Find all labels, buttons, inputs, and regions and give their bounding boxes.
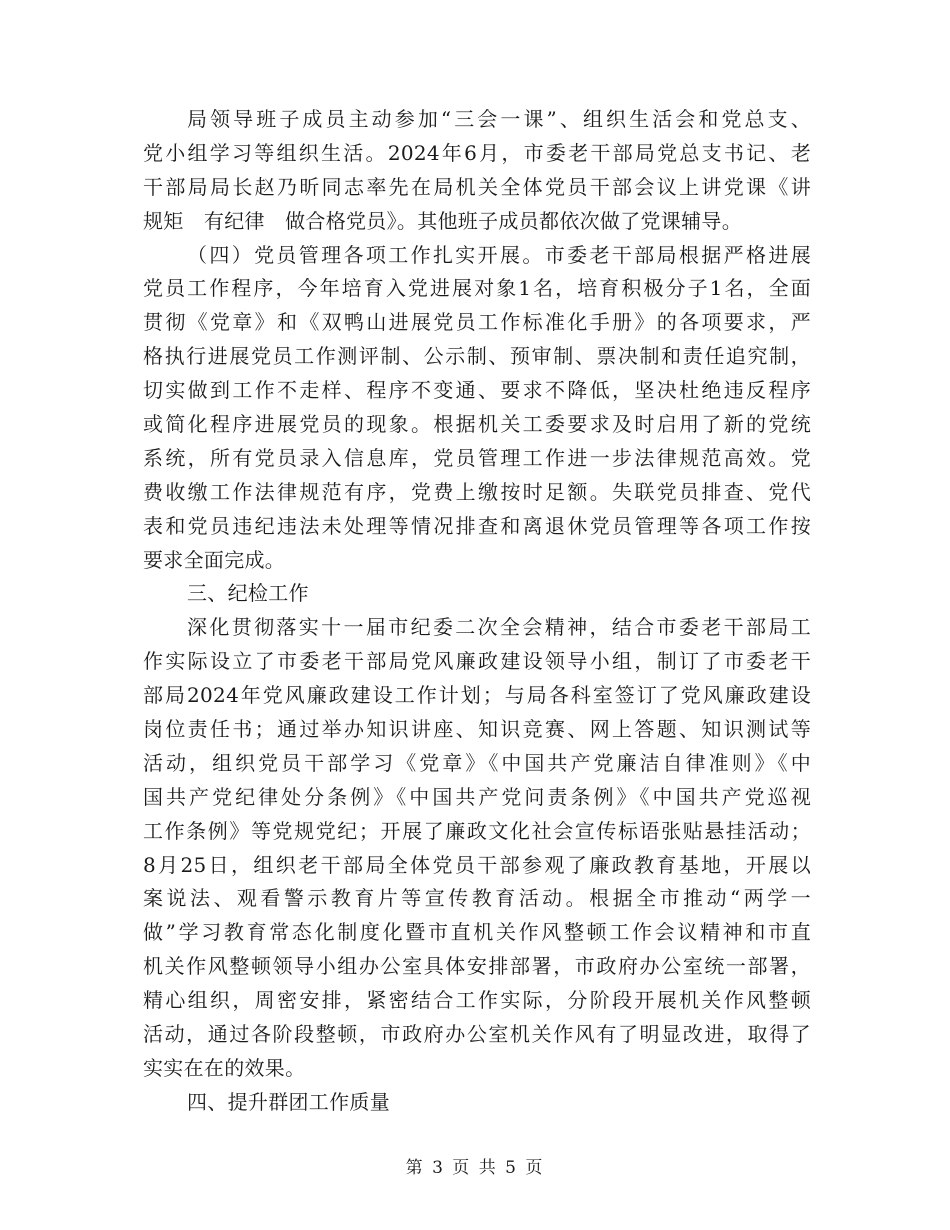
- text-line: 格执行进展党员工作测评制、公示制、预审制、票决制和责任追究制，: [143, 344, 811, 369]
- text-line: 实实在在的效果。: [143, 1055, 306, 1080]
- text-line: 三、纪检工作: [187, 581, 309, 606]
- text-line: 案说法、观看警示教育片等宣传教育活动。根据全市推动“两学一: [143, 886, 811, 911]
- text-line: 费收缴工作法律规范有序，党费上缴按时足额。失联党员排查、党代: [143, 479, 811, 504]
- text-line: 系统，所有党员录入信息库，党员管理工作进一步法律规范高效。党: [143, 445, 811, 470]
- text-line: 部局2024年党风廉政建设工作计划；与局各科室签订了党风廉政建设: [143, 683, 811, 708]
- document-body: [143, 103, 811, 1120]
- text-line: 精心组织，周密安排，紧密结合工作实际，分阶段开展机关作风整顿: [143, 988, 811, 1013]
- text-line: 做”学习教育常态化制度化暨市直机关作风整顿工作会议精神和市直: [143, 920, 811, 945]
- text-line: 要求全面完成。: [143, 547, 286, 572]
- text-line: 深化贯彻落实十一届市纪委二次全会精神，结合市委老干部局工: [187, 615, 811, 640]
- text-line: 局领导班子成员主动参加“三会一课”、组织生活会和党总支、: [187, 107, 811, 131]
- text-line: 国共产党纪律处分条例》《中国共产党问责条例》《中国共产党巡视: [143, 784, 811, 809]
- text-line: 活动，组织党员干部学习《党章》《中国共产党廉洁自律准则》《中: [143, 750, 811, 775]
- text-line: 党员工作程序，今年培育入党进展对象1名，培育积极分子1名，全面: [143, 276, 811, 301]
- text-line: 8月25日，组织老干部局全体党员干部参观了廉政教育基地，开展以: [143, 852, 811, 877]
- text-line: 贯彻《党章》和《双鸭山进展党员工作标准化手册》的各项要求，严: [143, 310, 811, 335]
- text-line: 规矩 有纪律 做合格党员》。其他班子成员都依次做了党课辅导。: [143, 208, 742, 233]
- text-line: 或简化程序进展党员的现象。根据机关工委要求及时启用了新的党统: [143, 412, 811, 437]
- text-line: （四）党员管理各项工作扎实开展。市委老干部局根据严格进展: [187, 242, 811, 267]
- text-line: 干部局局长赵乃昕同志率先在局机关全体党员干部会议上讲党课《讲: [143, 174, 811, 199]
- text-line: 工作条例》等党规党纪；开展了廉政文化社会宣传标语张贴悬挂活动；: [143, 818, 811, 843]
- text-line: 作实际设立了市委老干部局党风廉政建设领导小组，制订了市委老干: [143, 649, 811, 674]
- text-line: 四、提升群团工作质量: [187, 1089, 390, 1114]
- text-line: 表和党员违纪违法未处理等情况排查和离退休党员管理等各项工作按: [143, 513, 811, 538]
- text-line: 活动，通过各阶段整顿，市政府办公室机关作风有了明显改进，取得了: [143, 1022, 811, 1047]
- text-line: 切实做到工作不走样、程序不变通、要求不降低，坚决杜绝违反程序: [143, 378, 811, 403]
- text-line: 党小组学习等组织生活。2024年6月，市委老干部局党总支书记、老: [143, 140, 811, 165]
- text-line: 机关作风整顿领导小组办公室具体安排部署，市政府办公室统一部署，: [143, 954, 811, 979]
- text-line: 岗位责任书；通过举办知识讲座、知识竞赛、网上答题、知识测试等: [143, 717, 811, 742]
- page-footer: 第 3 页 共 5 页: [405, 1158, 545, 1178]
